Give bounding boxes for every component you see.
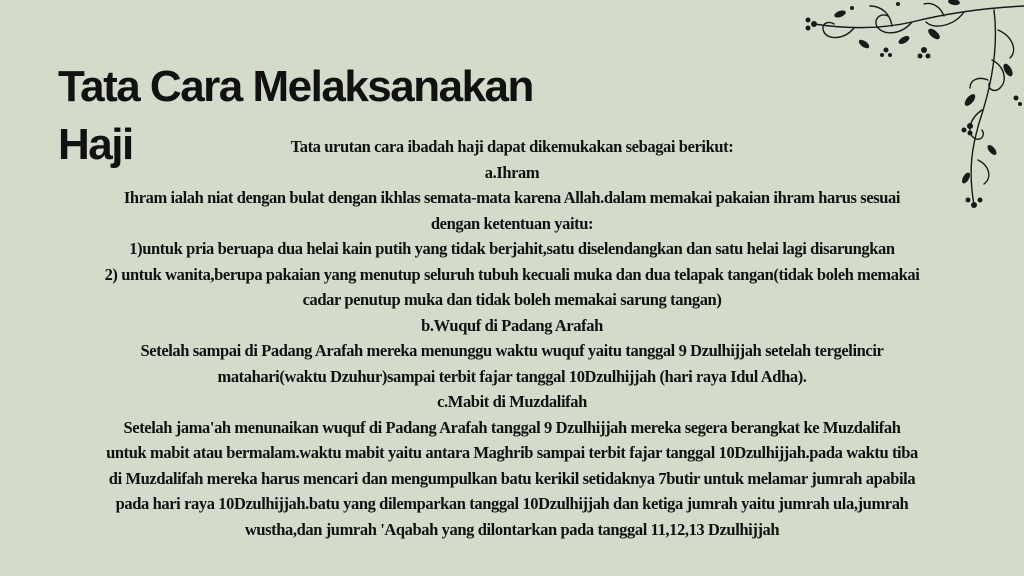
wuquf-line-2: matahari(waktu Dzuhur)sampai terbit fajar tanggal 10Dzulhijjah (hari raya Idul Adha). [217,366,807,386]
mabit-line-5: wustha,dan jumrah 'Aqabah yang dilontarkan pada tanggal 11,12,13 Dzulhijjah [244,519,780,539]
section-heading-wuquf: b.Wuquf di Padang Arafah [421,315,603,335]
ihram-line-1: Ihram ialah niat dengan bulat dengan ikhlas semata-mata karena Allah.dalam memakai pakaian ihram harus sesuai [123,188,901,207]
wuquf-line-1: Setelah sampai di Padang Arafah mereka menunggu waktu wuquf yaitu tanggal 9 Dzulhijjah setelah tergelincir [140,341,884,360]
intro-text: Tata urutan cara ibadah haji dapat dikemukakan sebagai berikut: [290,137,734,156]
ihram-line-2: dengan ketentuan yaitu: [430,213,594,233]
slide-body [40,134,984,542]
mabit-line-1: Setelah jama'ah menunaikan wuquf di Padang Arafah tanggal 9 Dzulhijjah mereka segera berangkat ke Muzdalifah [123,417,901,437]
mabit-line-2: untuk mabit atau bermalam.waktu mabit yaitu antara Maghrib sampai terbit fajar tanggal 10Dzulhijjah.pada waktu tiba [106,443,918,462]
mabit-line-4: pada hari raya 10Dzulhijjah.batu yang dilemparkan tanggal 10Dzulhijjah dan ketiga jumrah yaitu jumrah ula,jumrah [115,494,909,513]
mabit-line-3: di Muzdalifah mereka harus mencari dan mengumpulkan batu kerikil setidaknya 7butir untuk melamar jumrah apabila [108,468,916,488]
title-line-2: Haji [58,120,133,169]
ihram-line-5: cadar penutup muka dan tidak boleh memakai sarung tangan) [302,290,722,309]
section-heading-mabit: c.Mabit di Muzdalifah [437,392,587,411]
title-line-1: Tata Cara Melaksanakan [58,62,533,111]
ihram-line-4: 2) untuk wanita,berupa pakaian yang menutup seluruh tubuh kecuali muka dan dua telapak tangan(tidak boleh memakai [104,264,920,284]
section-heading-ihram: a.Ihram [484,162,540,182]
ihram-line-3: 1)untuk pria beruapa dua helai kain putih yang tidak berjahit,satu diselendangkan dan satu helai lagi disarungkan [129,239,895,258]
